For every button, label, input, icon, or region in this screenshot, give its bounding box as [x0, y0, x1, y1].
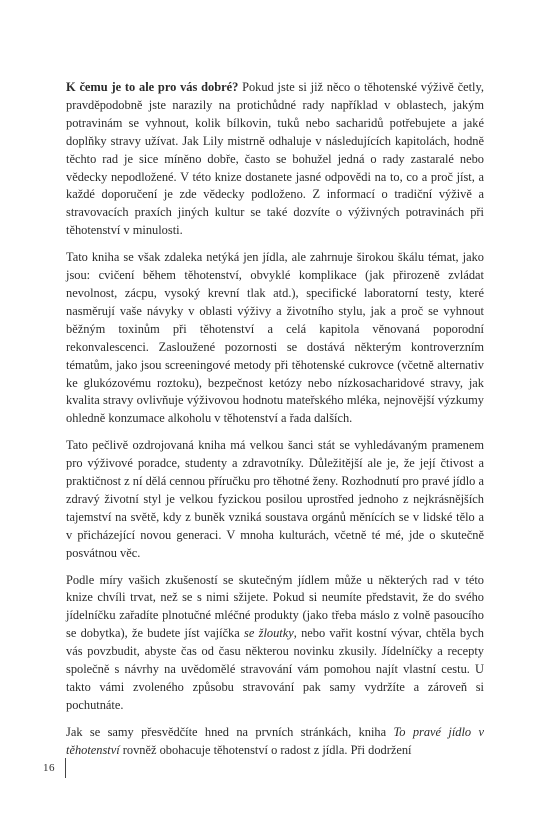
paragraph-text: Tato kniha se však zdaleka netýká jen jídla, ale zahrnuje širokou škálu témat, jako jsou: cvičení během těhotenství, obvyklé komplikace (jak přirozeně zvládat nevolnost, zácpu, vysoký krevní tlak atd.), specifické laboratorní testy, které nasměrují vaše návyky v oblasti výživy a životního stylu, jak a proč se vyhnout běžným toxinům při těhotenství a celá kapitola věnovaná poporodní rekonvalescenci. Zasloužené pozornosti se dostává některým kontroverzním tématům, jako jsou screeningové metody při těhotenské cukrovce (včetně alternativ ke glukózovému roztoku), bezpečnost ketózy nebo nízkosacharidové stravy, jak kvalita stravy ovlivňuje výživovou hodnotu mateřského mléka, nejnovější výzkumy ohledně konzumace alkoholu v těhotenství a řada dalších.	[66, 250, 484, 426]
paragraph	[66, 79, 484, 240]
paragraph-text: rovněž obohacuje těhotenství o radost z jídla. Při dodržení	[119, 742, 412, 757]
paragraph-text: Podle míry vašich zkušeností se skutečným jídlem může u některých rad v této knize chvíli trvat, než se s nimi sžijete. Pokud si neumíte představit, že do svého jídelníčku zařadíte plnotučné mléčné produkty (jako třeba máslo z volně pasoucího se dobytka), že budete jíst vajíčka	[66, 572, 484, 641]
footer-divider	[65, 758, 66, 778]
lead-question: K čemu je to ale pro vás dobré?	[66, 80, 239, 94]
page-number: 16	[43, 762, 55, 774]
paragraph	[66, 249, 484, 428]
paragraph	[66, 724, 484, 760]
page-footer	[43, 759, 66, 777]
paragraph	[66, 437, 484, 562]
paragraph-text: , nebo vařit kostní vývar, chtěla bych vás povzbudit, abyste čas od času některou novinku zkusily. Jídelníčky a recepty společně s návrhy na uvědomělé stravování vám pomohou najít vlastní cestu. U takto vámi zvoleného způsobu stravování pak samy vydržíte a zároveň si pochutnáte.	[66, 626, 484, 712]
emphasis-text: se žloutky	[244, 626, 294, 641]
body-text	[66, 79, 484, 769]
paragraph-text: Jak se samy přesvědčíte hned na prvních stránkách, kniha	[66, 724, 394, 739]
paragraph	[66, 572, 484, 715]
book-title: To pravé jídlo v těhotenství	[66, 724, 484, 757]
paragraph-text: Pokud jste si již něco o těhotenské výživě četly, pravděpodobně jste narazily na protichůdné rady například v oblastech, jakým potravinám se vyhnout, kolik bílkovin, tuků nebo sacharidů potřebujete a jaké doplňky stravy užívat. Jak Lily mistrně odhaluje v následujících kapitolách, hodně těchto rad je sice míněno dobře, často se bohužel jedná o rady zastaralé nebo vědecky nepodložené. V této knize dostanete jasné odpovědi na to, co a proč jíst, a každé doporučení je zde vědecky podloženo. Z informací o tradiční výživě a stravovacích praxích jiných kultur se také dozvíte o výživných potravinách při těhotenství v minulosti.	[66, 80, 484, 238]
paragraph-text: Tato pečlivě ozdrojovaná kniha má velkou šanci stát se vyhledávaným pramenem pro výživové poradce, studenty a zdravotníky. Důležitější ale je, že její čtivost a praktičnost z ní dělá cennou příručku pro těhotné ženy. Rozhodnutí pro pravé jídlo a zdravý životní styl je velkou fyzickou posilou uprostřed jednoho z nejkrásnějších tajemství na světě, kdy z buněk vzniká soustava orgánů měnících se v lidské tělo a v přicházející novou generaci. V mnoha kulturách, včetně té mé, jde o skutečně posvátnou věc.	[66, 438, 484, 560]
